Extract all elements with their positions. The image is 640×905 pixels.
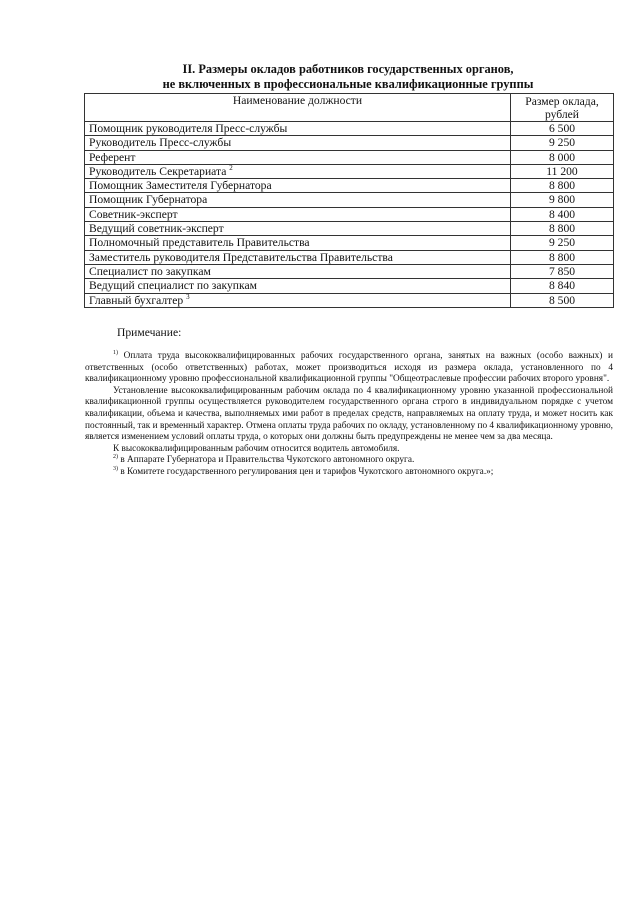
notes-block (85, 351, 613, 479)
position-name: Помощник руководителя Пресс-службы (89, 122, 288, 135)
position-name: Руководитель Пресс-службы (89, 136, 232, 150)
column-header-salary-line-2: рублей (544, 108, 580, 121)
position-cell (85, 293, 511, 307)
salary-cell: 8 800 (511, 222, 614, 236)
salary-table (84, 93, 614, 308)
position-cell (85, 264, 511, 278)
salary-cell: 8 000 (511, 150, 614, 164)
position-cell (85, 179, 511, 193)
table-row (85, 136, 614, 150)
footnote-1-mark: 1) (113, 350, 118, 356)
position-name: Заместитель руководителя Представительства Правительства (89, 250, 393, 264)
position-name: Советник-эксперт (89, 207, 178, 221)
salary-cell: 8 800 (511, 250, 614, 264)
footnote-2 (85, 455, 613, 467)
position-cell (85, 279, 511, 293)
footnote-ref: 3 (186, 292, 190, 301)
footnote-2-mark: 2) (113, 454, 118, 461)
table-row (85, 207, 614, 221)
table-row (85, 236, 614, 250)
salary-cell: 6 500 (511, 122, 614, 136)
position-name: Помощник Губернатора (89, 193, 208, 207)
salary-cell: 8 840 (511, 279, 614, 293)
table-row (85, 122, 614, 136)
table-row (85, 150, 614, 164)
footnote-3-mark: 3) (113, 465, 118, 472)
table-header-row (85, 94, 614, 122)
section-title-line-1: II. Размеры окладов работников государственных органов, (182, 62, 514, 76)
position-cell (85, 164, 511, 178)
position-name: Руководитель Секретариата (89, 164, 227, 178)
salary-table-body (85, 122, 614, 308)
table-row (85, 279, 614, 293)
salary-cell: 9 250 (511, 236, 614, 250)
position-name: Ведущий специалист по закупкам (89, 279, 257, 293)
note-heading: Примечание: (117, 326, 182, 339)
section-title-line-2: не включенных в профессиональные квалификационные группы (162, 76, 534, 91)
position-name: Референт (89, 150, 136, 164)
column-header-salary (511, 94, 614, 122)
note-paragraph-3: К высококвалифицированным рабочим относится водитель автомобиля. (113, 443, 400, 454)
footnote-3 (85, 467, 613, 479)
position-cell (85, 193, 511, 207)
position-name: Полномочный представитель Правительства (89, 236, 310, 250)
salary-cell: 9 250 (511, 136, 614, 150)
table-row (85, 293, 614, 307)
position-cell (85, 250, 511, 264)
table-row (85, 179, 614, 193)
position-cell (85, 150, 511, 164)
salary-cell: 8 800 (511, 179, 614, 193)
position-cell (85, 136, 511, 150)
footnote-3-text: в Комитете государственного регулирования цен и тарифов Чукотского автономного округа.»; (118, 466, 494, 477)
position-cell (85, 222, 511, 236)
salary-cell: 8 400 (511, 207, 614, 221)
position-cell (85, 207, 511, 221)
note-paragraph-2: Установление высококвалифицированным рабочим оклада по 4 квалификационному уровню указанной профессиональной квалификационной группы осуществляется руководителем государственного органа строго в индивидуальном порядке с учетом квалификации, объема и качества, выполняемых ими работ в пределах средств, направляемых на оплату труда, и может носить как постоянный, так и временный характер. Отмена оплаты труда рабочих по окладу, установленному по 4 квалификационному уровню, является изменением условий оплаты труда, о которых они должны быть предупреждены не менее чем за два месяца. (85, 385, 613, 443)
footnote-2-text: в Аппарате Губернатора и Правительства Чукотского автономного округа. (118, 455, 415, 466)
table-row (85, 193, 614, 207)
salary-cell: 11 200 (511, 164, 614, 178)
footnote-ref: 2 (229, 163, 233, 172)
table-row (85, 164, 614, 178)
column-header-position: Наименование должности (85, 94, 511, 122)
table-row (85, 250, 614, 264)
salary-cell: 7 850 (511, 264, 614, 278)
salary-cell: 9 800 (511, 193, 614, 207)
position-name: Помощник Заместителя Губернатора (89, 179, 272, 193)
footnote-1 (85, 351, 613, 386)
table-row (85, 222, 614, 236)
position-name: Ведущий советник-эксперт (89, 222, 224, 236)
footnote-1-text: Оплата труда высококвалифицированных рабочих государственного органа, занятых на важных (особо важных) и ответственных (особо ответственных) работах, может производиться исходя из размера оклада, установленного по 4 квалификационному уровню профессиональной квалификационной группы "Общеотраслевые профессии рабочих второго уровня". (85, 351, 613, 385)
column-header-salary-line-1: Размер оклада, (525, 95, 599, 108)
salary-cell: 8 500 (511, 293, 614, 307)
table-row (85, 264, 614, 278)
section-title (84, 62, 612, 91)
position-cell (85, 236, 511, 250)
position-name: Специалист по закупкам (89, 264, 211, 278)
position-cell (85, 122, 511, 136)
position-name: Главный бухгалтер (89, 293, 184, 307)
